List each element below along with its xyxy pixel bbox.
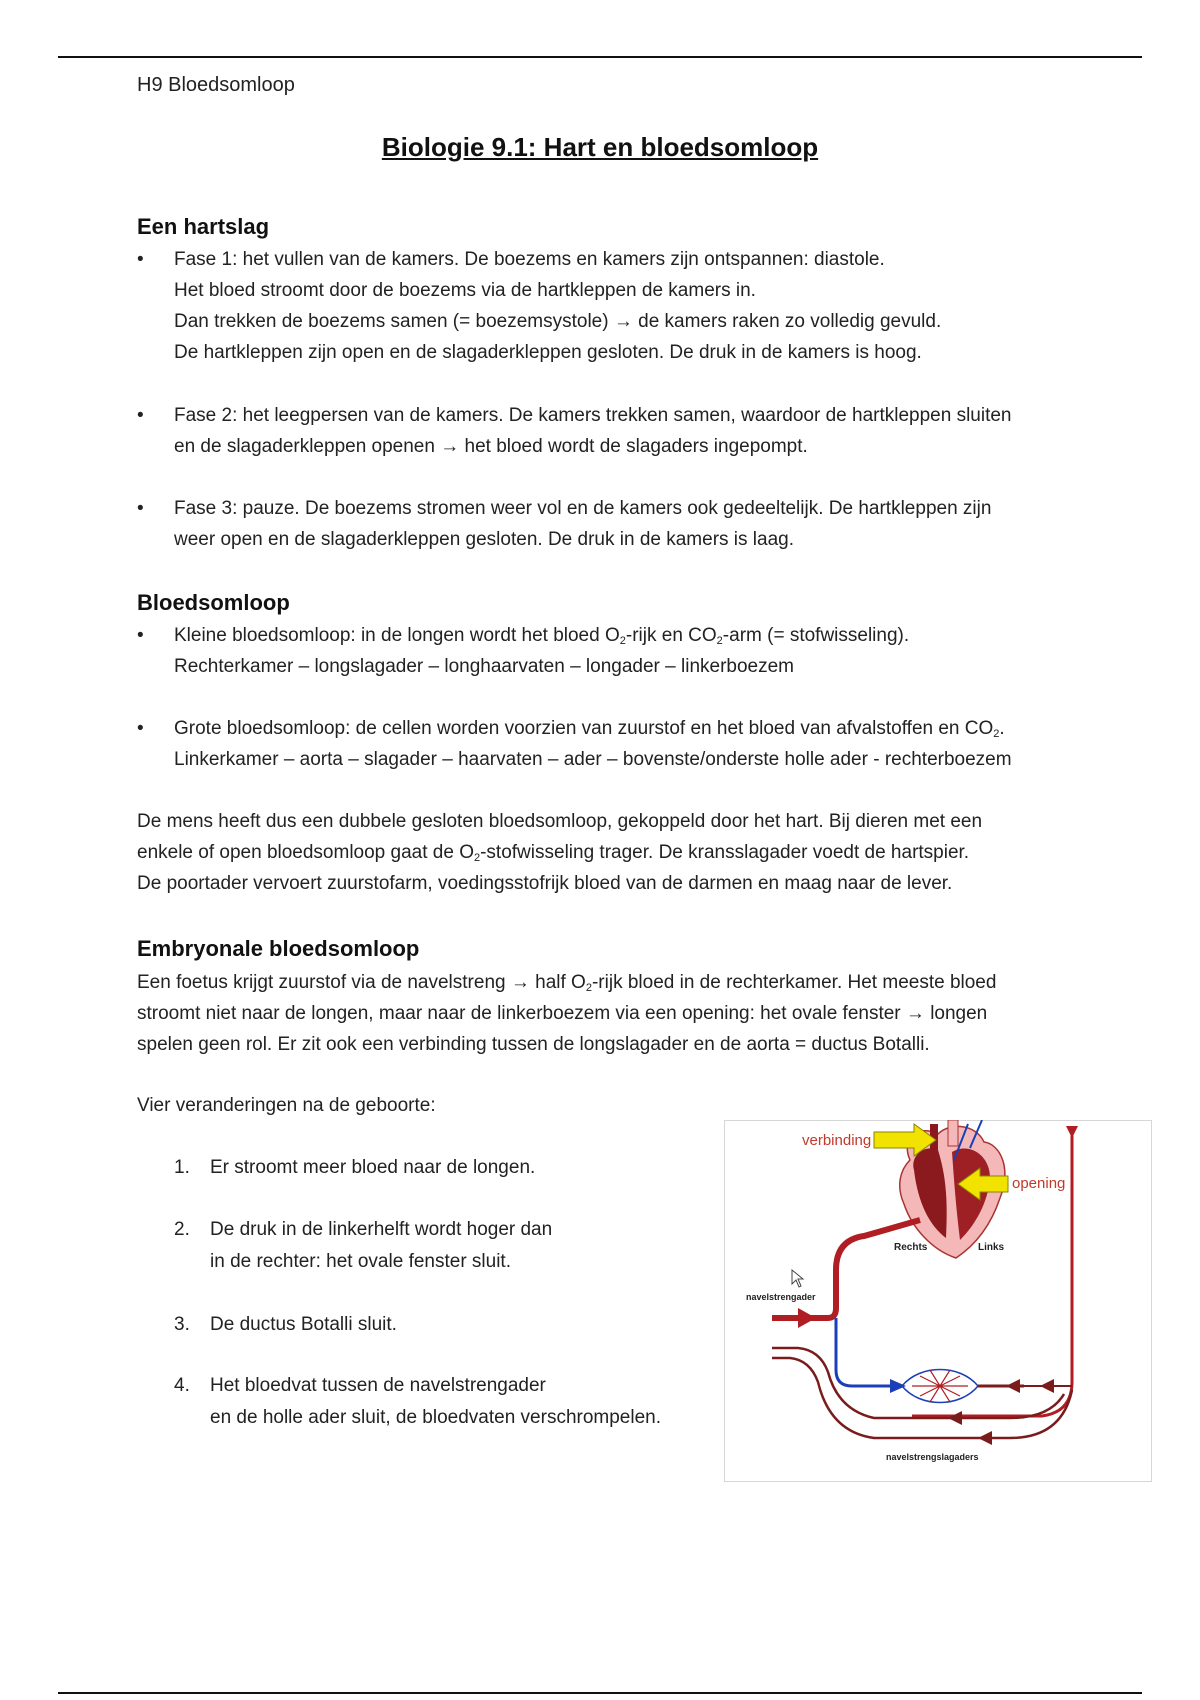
section-heading-bloedsomloop: Bloedsomloop [137, 590, 290, 615]
text-line: Het bloed stroomt door de boezems via de hartkleppen de kamers in. [174, 280, 756, 301]
numbered-item-2: 2. De druk in de linkerhelft wordt hoger dan in de rechter: het ovale fenster sluit. [174, 1219, 553, 1272]
label-opening: opening [1012, 1175, 1066, 1192]
bullet-icon: • [137, 405, 144, 426]
label-rechts: Rechts [894, 1242, 928, 1253]
bullet-icon: • [137, 249, 144, 270]
numbered-item-1: 1. Er stroomt meer bloed naar de longen. [174, 1157, 536, 1178]
text-line: weer open en de slagaderkleppen gesloten. De druk in de kamers is laag. [174, 529, 794, 550]
section-heading-hartslag: Een hartslag [137, 214, 270, 239]
text-line: Grote bloedsomloop: de cellen worden voorzien van zuurstof en het bloed van afvalstoffen en $CO_2$. [174, 718, 1005, 740]
bullet-icon: • [137, 498, 144, 519]
section-heading-embryonale-bloedsomloop: Embryonale bloedsomloop [137, 936, 420, 961]
text-line: spelen geen rol. Er zit ook een verbinding tussen de longslagader en de aorta = ductus Botalli. [137, 1034, 930, 1055]
text-line: Kleine bloedsomloop: in de longen wordt het bloed $O_2$-rijk en $CO_2$-arm (= stofwisseling). [174, 625, 910, 647]
paragraph-foetus [137, 967, 1097, 1060]
bullet-fase-1 [137, 244, 1097, 368]
text-line: Fase 1: het vullen van de kamers. De boezems en kamers zijn ontspannen: diastole. [174, 249, 885, 270]
text-line: stroomt niet naar de longen, maar naar de linkerboezem via een opening: het ovale fenster → longen [137, 1003, 988, 1024]
paragraph-dubbele-bloedsomloop [137, 806, 1097, 899]
text-line: Fase 2: het leegpersen van de kamers. De kamers trekken samen, waardoor de hartkleppen sluiten [174, 405, 1012, 426]
footer-rule [58, 1692, 1142, 1694]
page-header: H9 Bloedsomloop [137, 74, 295, 96]
label-navelstrengslagaders: navelstrengslagaders [886, 1452, 979, 1462]
text-line: Een foetus krijgt zuurstof via de navelstreng → half $O_2$-rijk bloed in de rechterkamer. Het meeste bloed [137, 972, 997, 994]
text-line: Rechterkamer – longslagader – longhaarvaten – longader – linkerboezem [174, 656, 794, 677]
bullet-fase-2 [137, 400, 1097, 462]
bullet-grote-bloedsomloop [137, 713, 1097, 775]
bullet-icon: • [137, 718, 144, 739]
label-links: Links [978, 1242, 1005, 1253]
header-rule [58, 56, 1142, 58]
numbered-item-3: 3. De ductus Botalli sluit. [174, 1314, 397, 1335]
text-line: De hartkleppen zijn open en de slagaderkleppen gesloten. De druk in de kamers is hoog. [174, 342, 922, 363]
label-navelstrengader: navelstrengader [746, 1292, 816, 1302]
numbered-item-4: 4. Het bloedvat tussen de navelstrengader en de holle ader sluit, de bloedvaten verschrompelen. [174, 1375, 662, 1428]
intro-veranderingen: Vier veranderingen na de geboorte: [137, 1095, 436, 1116]
bullet-fase-3 [137, 493, 1097, 555]
text-line: Dan trekken de boezems samen (= boezemsystole) → de kamers raken zo volledig gevuld. [174, 311, 942, 332]
embryonic-circulation-diagram [724, 1120, 1152, 1482]
diagram-svg [724, 1120, 1152, 1482]
text-line: en de slagaderkleppen openen → het bloed wordt de slagaders ingepompt. [174, 436, 808, 457]
label-verbinding: verbinding [802, 1132, 872, 1149]
text-line: De mens heeft dus een dubbele gesloten bloedsomloop, gekoppeld door het hart. Bij dieren met een [137, 811, 983, 832]
text-line: enkele of open bloedsomloop gaat de $O_2$-stofwisseling trager. De kransslagader voedt de hartspier. [137, 842, 970, 864]
text-line: Linkerkamer – aorta – slagader – haarvaten – ader – bovenste/onderste holle ader - rechterboezem [174, 749, 1012, 770]
page-title: Biologie 9.1: Hart en bloedsomloop [381, 132, 819, 162]
bullet-icon: • [137, 625, 144, 646]
text-line: Fase 3: pauze. De boezems stromen weer vol en de kamers ook gedeeltelijk. De hartkleppen zijn [174, 498, 992, 519]
text-line: De poortader vervoert zuurstofarm, voedingsstofrijk bloed van de darmen en maag naar de lever. [137, 873, 953, 894]
bullet-kleine-bloedsomloop [137, 620, 1097, 682]
